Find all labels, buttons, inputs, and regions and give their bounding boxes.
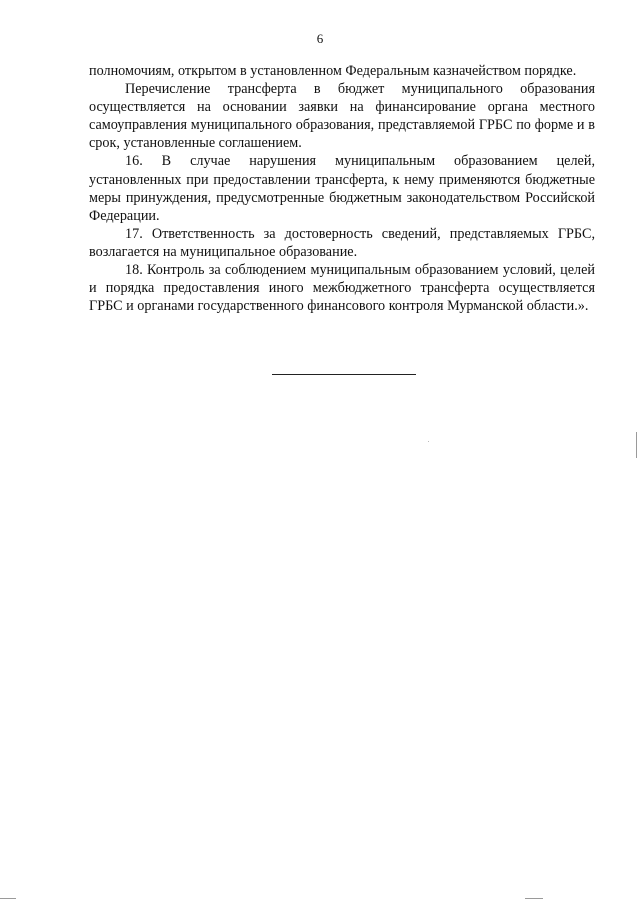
- scan-artifact-bottom-right: [525, 898, 543, 899]
- document-body: [89, 62, 595, 315]
- paragraph-transfer-order: Перечисление трансферта в бюджет муниципального образования осуществляется на основании заявки на финансирование органа местного самоуправления муниципального образования, представляемой ГРБС по форме и в срок, установленные соглашением.: [89, 81, 595, 152]
- page-number: 6: [316, 31, 324, 46]
- end-of-document-rule: [272, 374, 416, 375]
- paragraph-continuation: полномочиям, открытом в установленном Федеральным казначейством порядке.: [89, 63, 577, 79]
- paragraph-17: 17. Ответственность за достоверность сведений, представляемых ГРБС, возлагается на муниципальное образование.: [89, 225, 595, 260]
- scan-artifact-bottom-left: [0, 898, 16, 899]
- scan-artifact-dot: [428, 441, 429, 442]
- scan-artifact-right-edge: [636, 432, 637, 458]
- paragraph-18: 18. Контроль за соблюдением муниципальным образованием условий, целей и порядка предоставления иного межбюджетного трансферта осуществляется ГРБС и органами государственного финансового контроля Мурманской области.».: [89, 262, 595, 315]
- paragraph-16: 16. В случае нарушения муниципальным образованием целей, установленных при предоставлении трансферта, к нему применяются бюджетные меры принуждения, предусмотренные бюджетным законодательством Российской Федерации.: [89, 153, 595, 224]
